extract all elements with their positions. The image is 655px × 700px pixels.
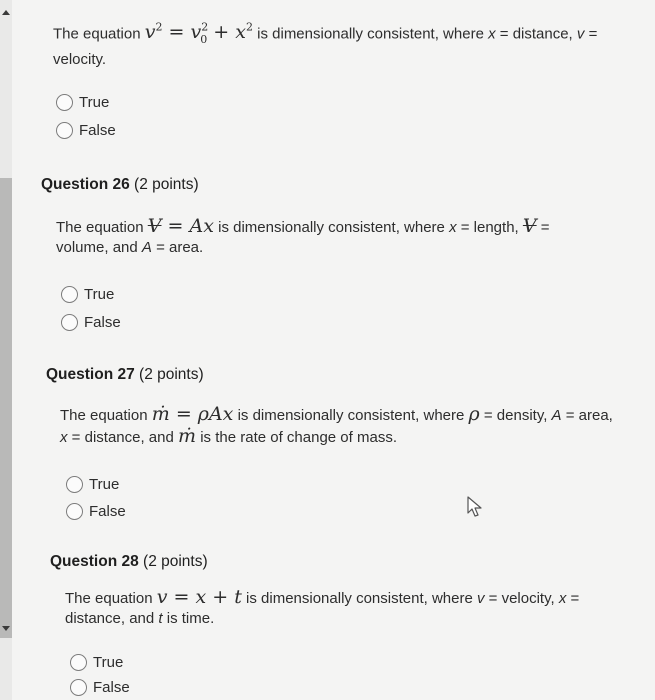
q28-line-1: The equation v = x + t is dimensionally consistent, where v = velocity, x = [65,586,580,608]
radio-button[interactable] [61,314,78,331]
q26-equation: V = Ax [147,215,214,237]
mouse-pointer-icon [466,496,484,518]
q28-line-2: distance, and t is time. [65,610,215,627]
q25-equation: $v^2 = v^2_0 + x^2$ [144,21,253,47]
volume-symbol: V [522,215,537,237]
q27-line-2: x = distance, and ṁ is the rate of change of mass. [60,425,397,447]
scroll-up-arrow-icon[interactable] [2,10,10,15]
radio-button[interactable] [70,679,87,696]
mass-rate-symbol: ṁ [178,425,197,447]
radio-button[interactable] [66,476,83,493]
q28-option-false[interactable]: False [70,679,130,696]
q25-option-false[interactable]: False [56,122,116,139]
q26-option-true[interactable]: True [61,286,114,303]
q26-option-false[interactable]: False [61,314,121,331]
q27-heading: Question 27 (2 points) [46,366,204,383]
scrollbar[interactable] [0,0,12,700]
density-symbol: ρ [468,403,480,425]
q26-prompt [56,216,636,258]
q26-heading: Question 26 (2 points) [41,176,199,193]
q27-prompt [60,404,645,448]
q27-option-true[interactable]: True [66,476,119,493]
q27-equation: ṁ = ρAx [151,403,234,425]
q27-option-false[interactable]: False [66,503,126,520]
q25-option-true[interactable]: True [56,94,109,111]
q27-line-1: The equation ṁ = ρAx is dimensionally consistent, where ρ = density, A = area, [60,403,613,425]
q26-line-1: The equation V = Ax is dimensionally consistent, where x = length, V = [56,215,550,237]
q26-line-2: volume, and A = area. [56,239,204,256]
q28-option-true[interactable]: True [70,654,123,671]
q25-line-2: velocity. [53,51,107,69]
radio-button[interactable] [56,94,73,111]
radio-button[interactable] [61,286,78,303]
scroll-thumb[interactable] [0,178,12,638]
radio-button[interactable] [56,122,73,139]
q25-prompt [53,18,643,70]
radio-button[interactable] [66,503,83,520]
q28-equation: v = x + t [156,586,242,608]
q25-line-1: The equation $v^2 = v^2_0 + x^2$ is dimensionally consistent, where x = distance, v = [53,21,598,47]
radio-button[interactable] [70,654,87,671]
scroll-down-arrow-icon[interactable] [2,626,10,631]
q28-prompt [65,587,640,629]
q28-heading: Question 28 (2 points) [50,553,208,570]
